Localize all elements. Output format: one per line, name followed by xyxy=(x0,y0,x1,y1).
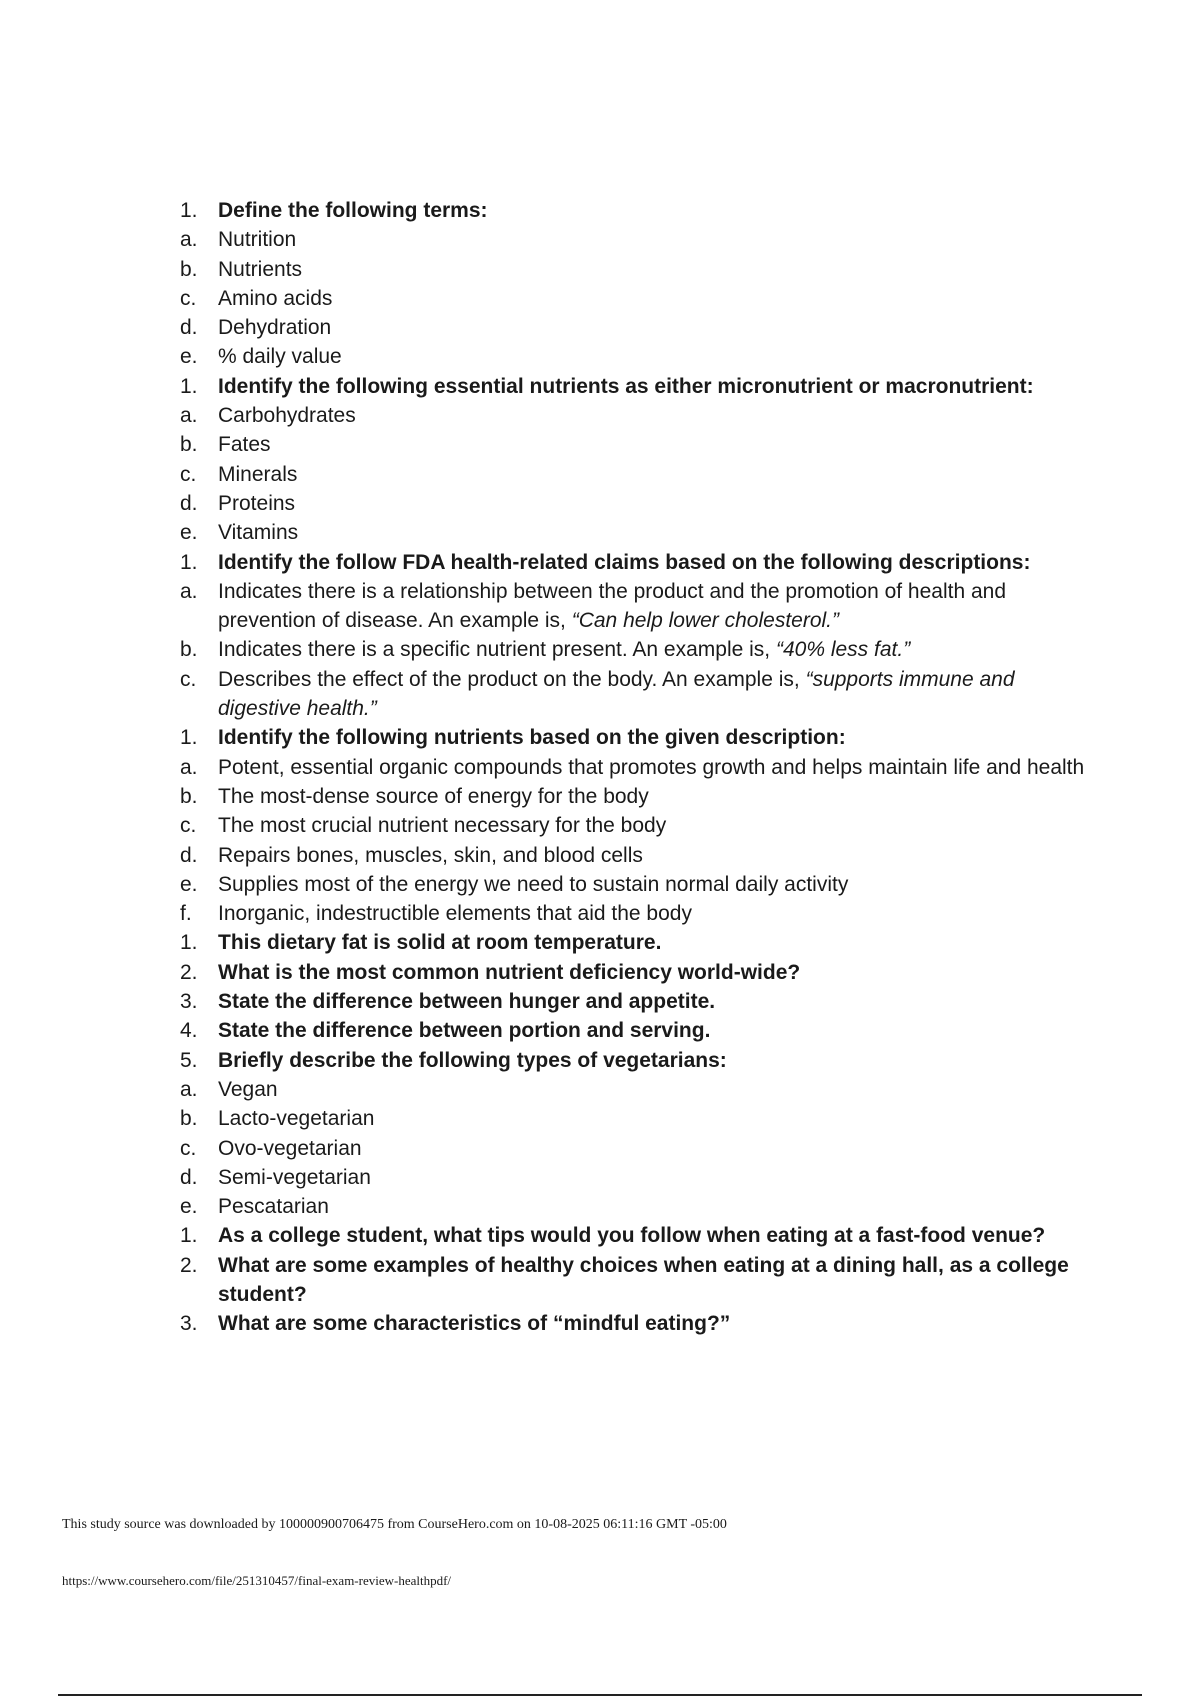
question-text: State the difference between portion and serving. xyxy=(218,1019,711,1043)
list-number: 1. xyxy=(180,1224,198,1248)
list-marker: f. xyxy=(180,902,192,926)
list-marker: e. xyxy=(180,872,198,896)
item-text: Ovo-vegetarian xyxy=(218,1136,362,1160)
item-text: Carbohydrates xyxy=(218,404,356,428)
list-number: 3. xyxy=(180,1312,198,1336)
item-text: The most crucial nutrient necessary for the body xyxy=(218,814,667,838)
heading-text: Identify the following essential nutrients as either micronutrient or macronutrient: xyxy=(218,374,1034,398)
question-text: As a college student, what tips would you follow when eating at a fast-food venue? xyxy=(218,1224,1046,1248)
heading-text: Identify the following nutrients based on the given description: xyxy=(218,726,846,750)
list-marker: b. xyxy=(180,433,198,457)
list-marker: b. xyxy=(180,1107,198,1131)
list-number: 1. xyxy=(180,931,198,955)
list-item xyxy=(180,489,1100,518)
list-marker: c. xyxy=(180,814,197,838)
example-quote: “40% less fat.” xyxy=(775,638,911,662)
question-text: This dietary fat is solid at room temperature. xyxy=(218,931,662,955)
list-item xyxy=(180,401,1100,430)
list-item xyxy=(180,225,1100,254)
question-item xyxy=(180,987,1100,1016)
list-marker: d. xyxy=(180,316,198,340)
list-marker: a. xyxy=(180,579,198,603)
item-text: Amino acids xyxy=(218,286,333,310)
list-marker: a. xyxy=(180,228,198,252)
item-text: Pescatarian xyxy=(218,1195,329,1219)
heading-text: Define the following terms: xyxy=(218,199,488,222)
item-body: Indicates there is a specific nutrient present. An example is, xyxy=(218,638,776,662)
list-number: 4. xyxy=(180,1019,198,1043)
question-item xyxy=(180,958,1100,987)
list-number: 1. xyxy=(180,550,198,574)
list-item xyxy=(180,1192,1100,1221)
list-marker: e. xyxy=(180,345,198,369)
list-marker: e. xyxy=(180,521,198,545)
list-item xyxy=(180,284,1100,313)
list-item xyxy=(180,1104,1100,1133)
list-item xyxy=(180,782,1100,811)
list-item xyxy=(180,1075,1100,1104)
item-text: Fates xyxy=(218,433,271,457)
list-marker: c. xyxy=(180,1136,197,1160)
heading-text: Identify the follow FDA health-related claims based on the following descriptions: xyxy=(218,550,1031,574)
list-item xyxy=(180,753,1100,782)
item-body: Indicates there is a relationship between the product and the promotion of health and prevention of disease. An example is, xyxy=(218,579,1007,633)
item-text: Proteins xyxy=(218,491,296,515)
list-item xyxy=(180,870,1100,899)
list-item xyxy=(180,342,1100,371)
section-heading xyxy=(180,372,1100,401)
item-text: Nutrients xyxy=(218,257,303,281)
item-text: Lacto-vegetarian xyxy=(218,1107,375,1131)
list-item xyxy=(180,665,1100,724)
list-item xyxy=(180,841,1100,870)
list-item xyxy=(180,313,1100,342)
section-heading xyxy=(180,548,1100,577)
list-item xyxy=(180,430,1100,459)
list-item xyxy=(180,1163,1100,1192)
list-item xyxy=(180,255,1100,284)
list-marker: d. xyxy=(180,843,198,867)
list-marker: a. xyxy=(180,755,198,779)
question-item xyxy=(180,928,1100,957)
item-text xyxy=(218,577,1100,636)
list-marker: a. xyxy=(180,404,198,428)
section-heading xyxy=(180,196,1100,225)
list-number: 1. xyxy=(180,199,198,222)
item-text: Vitamins xyxy=(218,521,299,545)
list-marker: b. xyxy=(180,784,198,808)
section-heading xyxy=(180,723,1100,752)
item-text: Semi-vegetarian xyxy=(218,1165,371,1189)
list-item xyxy=(180,577,1100,636)
download-notice: This study source was downloaded by 100000900706475 from CourseHero.com on 10-08-2025 06:11:16 GMT -05:00 xyxy=(62,1517,727,1532)
list-number: 5. xyxy=(180,1048,198,1072)
question-item xyxy=(180,1251,1100,1310)
list-marker: c. xyxy=(180,462,197,486)
list-item xyxy=(180,1134,1100,1163)
list-item xyxy=(180,460,1100,489)
item-text: Minerals xyxy=(218,462,298,486)
question-text: What is the most common nutrient deficiency world-wide? xyxy=(218,960,801,984)
question-item xyxy=(180,1309,1100,1338)
list-marker: d. xyxy=(180,1165,198,1189)
item-text: Repairs bones, muscles, skin, and blood cells xyxy=(218,843,643,867)
question-item xyxy=(180,1046,1100,1075)
item-text xyxy=(218,665,1100,724)
list-number: 2. xyxy=(180,1253,198,1277)
question-item xyxy=(180,1016,1100,1045)
item-text: Vegan xyxy=(218,1077,278,1101)
list-marker: e. xyxy=(180,1195,198,1219)
question-list xyxy=(180,196,1100,1339)
list-item xyxy=(180,518,1100,547)
question-text: State the difference between hunger and appetite. xyxy=(218,990,716,1014)
item-text: Inorganic, indestructible elements that aid the body xyxy=(218,902,692,926)
list-number: 3. xyxy=(180,990,198,1014)
example-quote: “Can help lower cholesterol.” xyxy=(571,609,840,633)
question-text: What are some characteristics of “mindful eating?” xyxy=(218,1312,731,1336)
item-text: Nutrition xyxy=(218,228,297,252)
list-marker: a. xyxy=(180,1077,198,1101)
list-number: 2. xyxy=(180,960,198,984)
source-url: https://www.coursehero.com/file/251310457/final-exam-review-healthpdf/ xyxy=(62,1573,452,1588)
list-item xyxy=(180,899,1100,928)
item-text xyxy=(218,635,1100,664)
list-marker: b. xyxy=(180,638,198,662)
item-body: Describes the effect of the product on the body. An example is, xyxy=(218,667,806,691)
question-text: What are some examples of healthy choices when eating at a dining hall, as a college student? xyxy=(218,1253,1069,1306)
item-text: % daily value xyxy=(218,345,342,369)
question-text: Briefly describe the following types of vegetarians: xyxy=(218,1048,727,1072)
item-text: Dehydration xyxy=(218,316,332,340)
list-marker: c. xyxy=(180,667,197,691)
item-text: Supplies most of the energy we need to sustain normal daily activity xyxy=(218,872,849,896)
list-marker: b. xyxy=(180,257,198,281)
list-marker: d. xyxy=(180,491,198,515)
list-number: 1. xyxy=(180,374,198,398)
page-divider xyxy=(58,1694,1142,1696)
list-item xyxy=(180,635,1100,664)
item-text: The most-dense source of energy for the body xyxy=(218,784,649,808)
question-item xyxy=(180,1221,1100,1250)
list-number: 1. xyxy=(180,726,198,750)
list-marker: c. xyxy=(180,286,197,310)
item-text: Potent, essential organic compounds that promotes growth and helps maintain life and health xyxy=(218,755,1085,779)
list-item xyxy=(180,811,1100,840)
example-quote: “supports immune and digestive health.” xyxy=(218,667,1015,721)
